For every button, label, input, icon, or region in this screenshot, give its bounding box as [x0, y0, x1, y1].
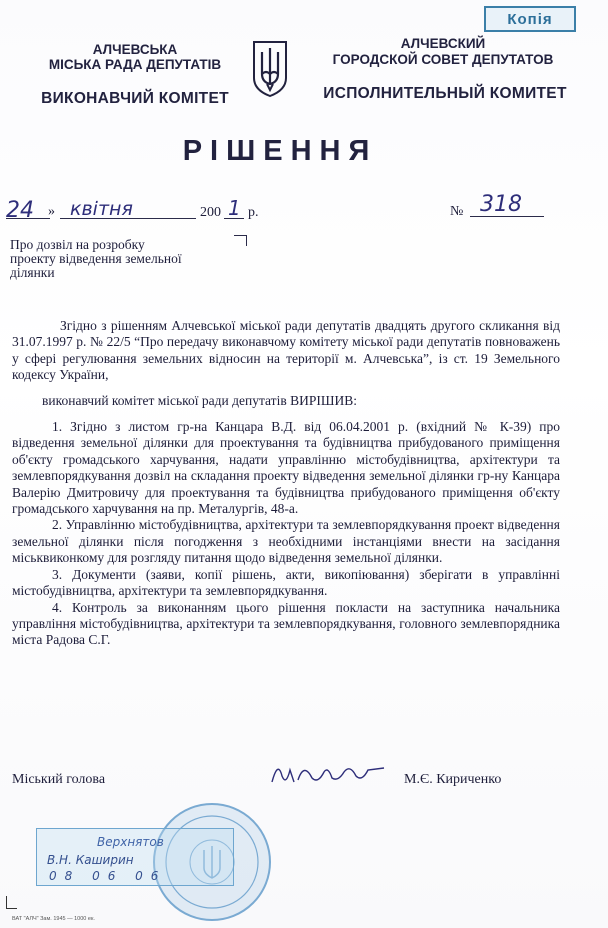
header-left-city: АЛЧЕВСЬКА	[92, 42, 178, 57]
date-quote-open: »	[48, 204, 55, 219]
item-1-paragraph: 1. Згідно з листом гр-на Канцара В.Д. від 06.04.2001 р. (вхідний № К-39) про відведення земельної ділянки для проектування та будівництва прибудованого приміщення об'єкту громадського харчування, надати управлінню містобудівництва, архітектури та землевпорядкування дозвіл на складання проекту відведення земельної ділянки гр-ну Канцара Валерію Дмитровичу для проектування та будівництва прибудованого приміщення об'єкту громадського харчування на пр. Металургів, 48-а.	[12, 419, 560, 517]
header-left-council	[40, 42, 230, 72]
header-right-city: АЛЧЕВСКИЙ	[400, 36, 486, 51]
intro-paragraph: Згідно з рішенням Алчевської міської ради депутатів двадцять другого скликання від 31.07.1997 р. № 22/5 “Про передачу виконавчому комітету міської ради депутатів повноважень у сфері регулювання земельних відносин на території м. Алчевська”, із ст. 19 Земельного кодексу України,	[12, 318, 560, 383]
document-subject: Про дозвіл на розробку проекту відведення земельної ділянки	[10, 237, 182, 280]
number-label: №	[450, 204, 464, 219]
stamp-line-3: 08 06 06	[49, 869, 167, 883]
header-right-council-name: ГОРОДСКОЙ СОВЕТ ДЕПУТАТОВ	[332, 52, 554, 67]
signature-name: М.Є. Кириченко	[404, 772, 502, 787]
document-body	[12, 318, 560, 649]
registration-stamp	[36, 828, 234, 886]
trident-emblem-icon	[250, 40, 290, 98]
header-left-committee: ВИКОНАВЧИЙ КОМІТЕТ	[41, 90, 229, 107]
date-year-suffix: р.	[248, 205, 259, 220]
date-year-underline	[224, 218, 244, 219]
item-3-paragraph: 3. Документи (заяви, копії рішень, акти, викопіювання) зберігати в управлінні містобудівництва, архітектури та землевпорядкування.	[12, 566, 560, 599]
subject-bracket	[234, 235, 247, 246]
date-month-underline	[60, 218, 196, 219]
item-4-paragraph: 4. Контроль за виконанням цього рішення покласти на заступника начальника управління містобудівництва, архітектури та землевпорядкування, головного землевпорядника міста Радова С.Г.	[12, 599, 560, 648]
date-year-prefix: 200	[200, 205, 221, 220]
date-day-underline	[6, 218, 50, 219]
number-underline	[470, 216, 544, 217]
header-left-council-name: МІСЬКА РАДА ДЕПУТАТІВ	[48, 57, 222, 72]
handwritten-signature	[268, 752, 388, 792]
document-number: 318	[480, 192, 522, 217]
date-day: 24	[6, 198, 34, 223]
header-right-council	[318, 36, 568, 68]
print-footer: ВАТ "АЛЧ" Зам. 1945 — 1000 ек.	[12, 916, 95, 922]
decided-paragraph: виконавчий комітет міської ради депутатів ВИРІШИВ:	[42, 392, 357, 408]
stamp-line-1: Верхнятов	[97, 835, 164, 849]
corner-mark	[6, 896, 17, 909]
stamp-line-2: В.Н. Каширин	[47, 853, 134, 867]
header-right-committee: ИСПОЛНИТЕЛЬНЫЙ КОМИТЕТ	[323, 85, 567, 102]
date-year-digit: 1	[228, 196, 241, 220]
item-2-paragraph: 2. Управлінню містобудівництва, архітектури та землевпорядкування проект відведення земельної ділянки після погодження з необхідними інстанціями внести на засідання міськвиконкому для розгляду питання щодо відведення земельної ділянки.	[12, 517, 560, 566]
signature-position: Міський голова	[12, 772, 106, 787]
date-month: квітня	[70, 198, 133, 220]
document-title: РІШЕННЯ	[182, 135, 378, 167]
copy-stamp: Копія	[484, 6, 576, 32]
